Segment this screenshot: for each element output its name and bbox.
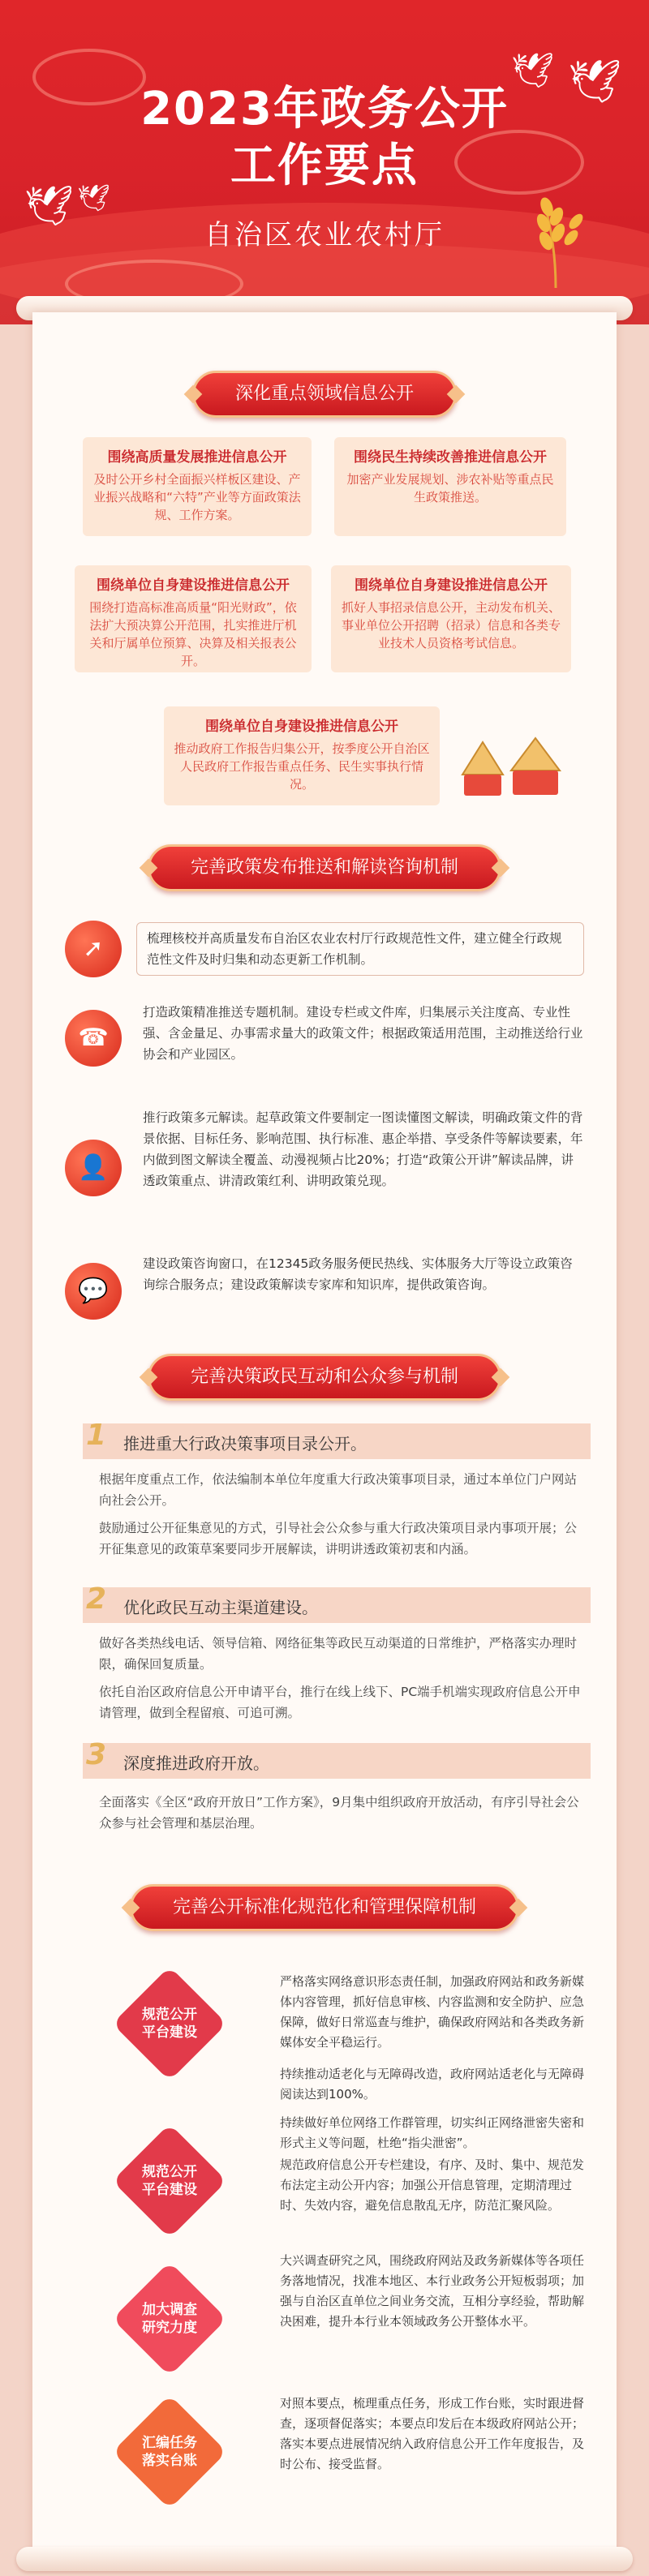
card-body: 及时公开乡村全面振兴样板区建设、产业振兴战略和“六特”产业等方面政策法规、工作方案。 bbox=[93, 472, 301, 522]
list-item bbox=[65, 1107, 584, 1237]
section-heading-4: 完善公开标准化规范化和管理保障机制 bbox=[130, 1884, 519, 1931]
badge-label-line: 落实台账 bbox=[142, 2453, 197, 2469]
info-card bbox=[331, 565, 571, 672]
paragraph: 全面落实《全区“政府开放日”工作方案》，9月集中组织政府开放活动，有序引导社会公众参与社会管理和基层治理。 bbox=[99, 1795, 579, 1831]
telephone-icon: ☎ bbox=[65, 1010, 122, 1067]
paragraph: 严格落实网络意识形态责任制，加强政府网站和政务新媒体内容管理，抓好信息审核、内容监测和安全防护、应急保障，做好日常巡查与维护，确保政府网站和各类政务新媒体安全平稳运行。 bbox=[280, 1974, 585, 2050]
badge-label bbox=[110, 2006, 230, 2041]
subheading-number: 2 bbox=[86, 1582, 107, 1616]
badge-label-line: 汇编任务 bbox=[142, 2435, 197, 2451]
list-item bbox=[65, 1002, 584, 1083]
dove-icon: 🕊 bbox=[511, 50, 555, 90]
category-badge bbox=[110, 2121, 230, 2241]
content-panel bbox=[32, 312, 617, 2559]
arrow-up-icon: ➚ bbox=[65, 921, 122, 977]
item-text: 打造政策精准推送专题机制。建设专栏或文件库，归集展示关注度高、专业性强、含金量足、办事需求量大的政策文件；根据政策适用范围，主动推送给行业协会和产业园区。 bbox=[143, 1005, 583, 1062]
dove-icon: 🕊 bbox=[568, 58, 622, 106]
paragraph: 持续推动适老化与无障碍改造，政府网站适老化与无障碍阅读达到100%。 bbox=[280, 2067, 585, 2102]
card-body: 抓好人事招录信息公开，主动发布机关、事业单位公开招聘（招录）信息和各类专业技术人员资格考试信息。 bbox=[341, 600, 561, 650]
dove-icon: 🕊 bbox=[24, 183, 74, 229]
card-body: 围绕打造高标准高质量“阳光财政”，依法扩大预决算公开范围，扎实推进厅机关和厅属单位预算、决算及相关报表公开。 bbox=[89, 600, 297, 668]
section-heading-2: 完善政策发布推送和解读咨询机制 bbox=[148, 844, 501, 891]
subheading-title: 推进重大行政决策事项目录公开。 bbox=[123, 1434, 367, 1453]
badge-label-line: 规范公开 bbox=[142, 2164, 197, 2180]
card-title: 围绕单位自身建设推进信息公开 bbox=[205, 719, 398, 735]
subheading-title: 深度推进政府开放。 bbox=[123, 1754, 269, 1773]
hero-banner bbox=[0, 0, 649, 324]
info-card bbox=[334, 437, 566, 536]
item-text: 梳理核校并高质量发布自治区农业农村厅行政规范性文件，建立健全行政规范性文件及时归集和动态更新工作机制。 bbox=[136, 922, 584, 976]
card-title: 围绕单位自身建设推进信息公开 bbox=[355, 577, 548, 594]
info-card bbox=[75, 565, 312, 672]
badge-label-line: 研究力度 bbox=[142, 2320, 197, 2336]
paragraph: 依托自治区政府信息公开申请平台，推行在线上线下、PC端手机端实现政府信息公开申请管理，做到全程留痕、可追可溯。 bbox=[99, 1685, 581, 1720]
badge-label bbox=[110, 2163, 230, 2199]
subheading bbox=[83, 1582, 591, 1623]
badge-label bbox=[110, 2301, 230, 2337]
card-title: 围绕高质量发展推进信息公开 bbox=[107, 449, 287, 466]
section-heading-1: 深化重点领域信息公开 bbox=[192, 371, 457, 418]
item-text: 建设政策咨询窗口，在12345政务服务便民热线、实体服务大厅等设立政策咨询综合服务点；建设政策解读专家库和知识库，提供政策咨询。 bbox=[143, 1256, 573, 1292]
card-body: 推动政府工作报告归集公开，按季度公开自治区人民政府工作报告重点任务、民生实事执行情况。 bbox=[174, 741, 430, 792]
page-subtitle: 自治区农业农村厅 bbox=[204, 219, 445, 251]
person-icon: 👤 bbox=[65, 1140, 122, 1196]
info-card bbox=[83, 437, 312, 536]
category-badge bbox=[110, 2392, 230, 2512]
scroll-rod-bottom bbox=[16, 2547, 633, 2571]
wheat-icon bbox=[519, 191, 592, 288]
subheading-title: 优化政民互动主渠道建设。 bbox=[123, 1598, 318, 1617]
subheading-number: 1 bbox=[86, 1419, 107, 1452]
badge-label-line: 规范公开 bbox=[142, 2007, 197, 2023]
subheading-number: 3 bbox=[86, 1738, 107, 1771]
list-item bbox=[65, 916, 584, 982]
subheading bbox=[83, 1419, 591, 1459]
page-title bbox=[0, 81, 649, 195]
badge-label-line: 平台建设 bbox=[142, 2182, 197, 2198]
paragraph: 鼓励通过公开征集意见的方式，引导社会公众参与重大行政决策项目录内事项开展；公开征集意见的政策草案要同步开展解读，讲明讲透政策初衷和内涵。 bbox=[99, 1521, 578, 1556]
paragraph: 对照本要点，梳理重点任务，形成工作台账，实时跟进督查，逐项督促落实；本要点印发后在本级政府网站公开；落实本要点进展情况纳入政府信息公开工作年度报告，及时公布、接受监督。 bbox=[280, 2396, 585, 2471]
badge-label-line: 平台建设 bbox=[142, 2024, 197, 2041]
card-title: 围绕单位自身建设推进信息公开 bbox=[97, 577, 290, 594]
title-line-2: 工作要点 bbox=[230, 140, 419, 192]
card-title: 围绕民生持续改善推进信息公开 bbox=[354, 449, 547, 466]
paragraph: 做好各类热线电话、领导信箱、网络征集等政民互动渠道的日常维护，严格落实办理时限，确保回复质量。 bbox=[99, 1636, 578, 1672]
paragraph: 根据年度重点工作，依法编制本单位年度重大行政决策事项目录，通过本单位门户网站向社会公开。 bbox=[99, 1472, 578, 1508]
title-line-1: 2023年政务公开 bbox=[140, 83, 509, 135]
category-badge bbox=[110, 2259, 230, 2379]
dove-icon: 🕊 bbox=[77, 182, 110, 213]
card-body: 加密产业发展规划、涉农补贴等重点民生政策推送。 bbox=[346, 472, 554, 504]
section-heading-3: 完善决策政民互动和公众参与机制 bbox=[148, 1354, 501, 1401]
paragraph: 持续做好单位网络工作群管理，切实纠正网络泄密失密和形式主义等问题，杜绝“指尖泄密”。 bbox=[280, 2115, 585, 2150]
subheading bbox=[83, 1738, 591, 1779]
list-item bbox=[65, 1253, 584, 1326]
category-badge bbox=[110, 1964, 230, 2084]
badge-label bbox=[110, 2434, 230, 2470]
paragraph: 规范政府信息公开专栏建设，有序、及时、集中、规范发布法定主动公开内容；加强公开信息管理，定期清理过时、失效内容，避免信息散乱无序，防范汇聚风险。 bbox=[280, 2157, 585, 2213]
paragraph: 大兴调查研究之风，围绕政府网站及政务新媒体等各项任务落地情况，找准本地区、本行业政务公开短板弱项；加强与自治区直单位之间业务交流，互相分享经验，帮助解决困难，提升本行业本领域政务公开整体水平。 bbox=[280, 2253, 585, 2329]
info-card bbox=[164, 706, 440, 805]
lantern-decoration-icon bbox=[454, 734, 568, 807]
item-text: 推行政策多元解读。起草政策文件要制定一图读懂图文解读，明确政策文件的背景依据、目标任务、影响范围、执行标准、惠企举措、享受条件等解读要素，年内做到图文解读全覆盖、动漫视频占比20%；打造“政策公开讲”解读品牌，讲透政策重点、讲清政策红利、讲明政策兑现。 bbox=[143, 1110, 583, 1188]
chat-icon: 💬 bbox=[65, 1263, 122, 1320]
badge-label-line: 加大调查 bbox=[142, 2302, 197, 2318]
